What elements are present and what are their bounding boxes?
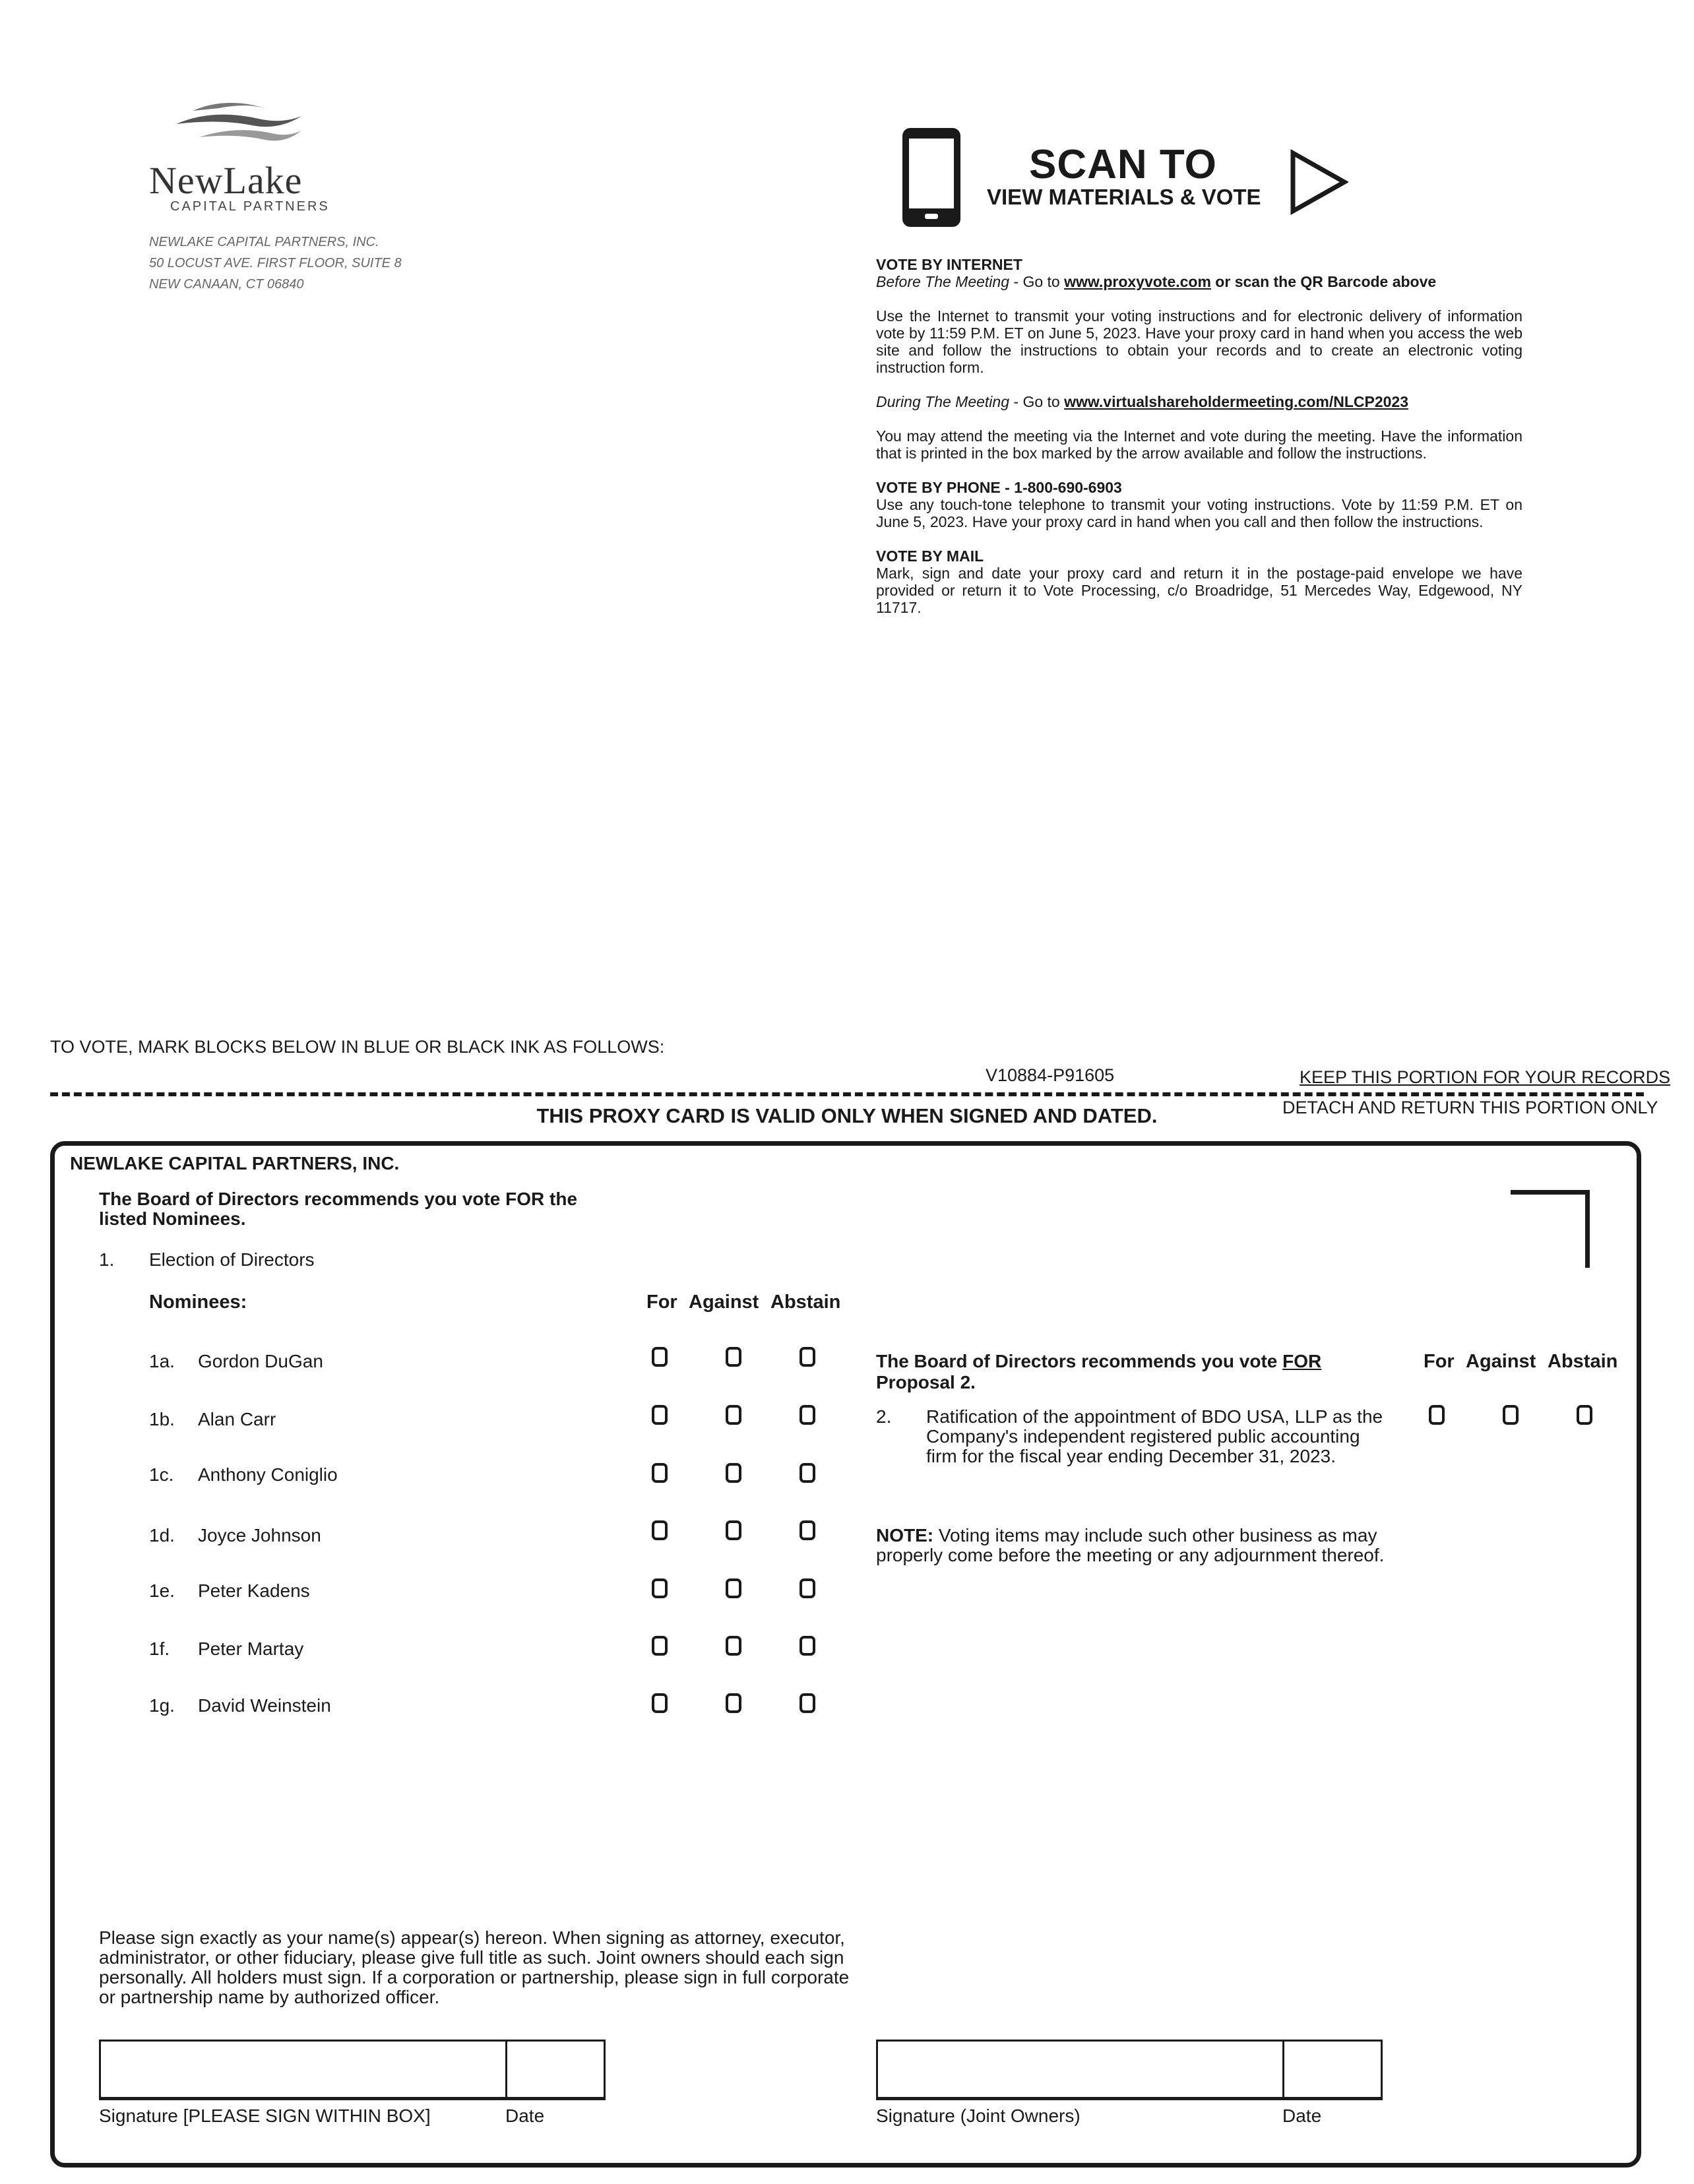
nominee-1c-against-checkbox[interactable] xyxy=(726,1463,741,1483)
nominee-1a-abstain-checkbox[interactable] xyxy=(800,1347,815,1367)
nominee-1e-num: 1e. xyxy=(149,1580,175,1601)
p2-col-for: For xyxy=(1424,1351,1455,1372)
sign-instructions-2: administrator, or other fiduciary, please give full title as such. Joint owners should each sign xyxy=(99,1947,844,1968)
nominee-1d-against-checkbox[interactable] xyxy=(726,1520,741,1540)
detach-line xyxy=(50,1092,1644,1096)
before-label: Before The Meeting xyxy=(876,273,1010,290)
nominee-1c-abstain-checkbox[interactable] xyxy=(800,1463,815,1483)
p2-col-against: Against xyxy=(1466,1351,1536,1372)
board-rec-1-line-1: The Board of Directors recommends you vote FOR the xyxy=(99,1189,578,1209)
nominee-1f-for-checkbox[interactable] xyxy=(652,1636,668,1656)
internet-para-2: You may attend the meeting via the Internet and vote during the meeting. Have the information that is printed in the box marked by the arrow available and follow the instructions. xyxy=(876,427,1522,462)
internet-heading: VOTE BY INTERNET xyxy=(876,256,1022,273)
address-line-3: NEW CANAAN, CT 06840 xyxy=(149,277,304,292)
note-label: NOTE: xyxy=(876,1525,934,1545)
joint-signature-date-divider xyxy=(1282,2040,1284,2098)
nominee-1g-abstain-checkbox[interactable] xyxy=(800,1693,815,1713)
item2-abstain-checkbox[interactable] xyxy=(1577,1405,1592,1425)
nominee-1a-for-checkbox[interactable] xyxy=(652,1347,668,1367)
nominee-1e-against-checkbox[interactable] xyxy=(726,1578,741,1598)
nominees-label: Nominees: xyxy=(149,1292,247,1313)
signature-date-divider xyxy=(505,2040,507,2098)
keep-portion-label: KEEP THIS PORTION FOR YOUR RECORDS xyxy=(1300,1067,1671,1087)
nominee-1a-against-checkbox[interactable] xyxy=(726,1347,741,1367)
phone-text: Use any touch-tone telephone to transmit your voting instructions. Vote by 11:59 P.M. ET on June 5, 2023. Have your proxy card in hand when you call and then follow the instructions. xyxy=(876,496,1522,530)
item2-line-2: Company's independent registered public accounting xyxy=(926,1426,1360,1447)
col-abstain: Abstain xyxy=(770,1292,841,1313)
company-name: NEWLAKE CAPITAL PARTNERS, INC. xyxy=(70,1153,400,1173)
during-text: - Go to xyxy=(1009,393,1065,410)
item2-line-3: firm for the fiscal year ending December 31, 2023. xyxy=(926,1446,1336,1466)
nominee-1e-name: Peter Kadens xyxy=(198,1580,310,1601)
nominee-1a-name: Gordon DuGan xyxy=(198,1351,323,1371)
joint-signature-box[interactable] xyxy=(876,2040,1383,2100)
sign-instructions-3: personally. All holders must sign. If a corporation or partnership, please sign in full corporate xyxy=(99,1967,850,1987)
nominee-1g-name: David Weinstein xyxy=(198,1695,331,1716)
nominee-1b-num: 1b. xyxy=(149,1409,175,1429)
nominee-1a-num: 1a. xyxy=(149,1351,175,1371)
play-arrow-icon xyxy=(1289,149,1348,215)
nominee-1c-name: Anthony Coniglio xyxy=(198,1464,338,1485)
phone-heading: VOTE BY PHONE - 1-800-690-6903 xyxy=(876,479,1122,496)
note-text: Voting items may include such other business as may xyxy=(933,1525,1377,1545)
corner-mark xyxy=(1511,1190,1590,1268)
smartphone-icon xyxy=(900,125,963,230)
before-text: - Go to xyxy=(1009,273,1065,290)
item2-for-checkbox[interactable] xyxy=(1429,1405,1445,1425)
internet-during-line xyxy=(876,393,1522,410)
board-rec-2-line-1 xyxy=(876,1351,1321,1372)
virtual-meeting-link[interactable]: www.virtualshareholdermeeting.com/NLCP2023 xyxy=(1064,393,1409,410)
nominee-1b-name: Alan Carr xyxy=(198,1409,276,1429)
mail-heading: VOTE BY MAIL xyxy=(876,547,984,565)
internet-para-1: Use the Internet to transmit your voting instructions and for electronic delivery of information vote by 11:59 P.M. ET on June 5, 2023. Have your proxy card in hand when you access the web site and follow the instructions to obtain your records and to create an electronic voting instruction form. xyxy=(876,307,1522,376)
valid-notice: THIS PROXY CARD IS VALID ONLY WHEN SIGNED AND DATED. xyxy=(536,1104,1158,1127)
sign-instructions-4: or partnership name by authorized officer. xyxy=(99,1987,440,2007)
scan-title: SCAN TO xyxy=(1029,142,1217,187)
nominee-1b-abstain-checkbox[interactable] xyxy=(800,1405,815,1425)
before-tail: or scan the QR Barcode above xyxy=(1210,273,1437,290)
mark-instructions: TO VOTE, MARK BLOCKS BELOW IN BLUE OR BLACK INK AS FOLLOWS: xyxy=(50,1037,665,1057)
board-rec-2-line-2: Proposal 2. xyxy=(876,1372,976,1392)
nominee-1e-abstain-checkbox[interactable] xyxy=(800,1578,815,1598)
item2-line-1: Ratification of the appointment of BDO USA, LLP as the xyxy=(926,1406,1383,1427)
mail-text: Mark, sign and date your proxy card and return it in the postage-paid envelope we have provided or return it to Vote Processing, c/o Broadridge, 51 Mercedes Way, Edgewood, NY 11717. xyxy=(876,565,1522,616)
joint-date-label: Date xyxy=(1282,2106,1322,2126)
board-rec-2-for: FOR xyxy=(1282,1351,1322,1371)
date-label: Date xyxy=(505,2106,545,2126)
signature-label: Signature [PLEASE SIGN WITHIN BOX] xyxy=(99,2106,431,2126)
note-line-2: properly come before the meeting or any adjournment thereof. xyxy=(876,1545,1385,1565)
joint-signature-label: Signature (Joint Owners) xyxy=(876,2106,1081,2126)
item2-number: 2. xyxy=(876,1406,892,1427)
nominee-1f-num: 1f. xyxy=(149,1638,170,1659)
item1-label: Election of Directors xyxy=(149,1249,315,1270)
nominee-1d-name: Joyce Johnson xyxy=(198,1525,321,1545)
nominee-1g-num: 1g. xyxy=(149,1695,175,1716)
scan-subtitle: VIEW MATERIALS & VOTE xyxy=(987,185,1261,209)
logo-name: NewLake xyxy=(149,159,303,202)
board-rec-2-text: The Board of Directors recommends you vote xyxy=(876,1351,1283,1371)
nominee-1g-against-checkbox[interactable] xyxy=(726,1693,741,1713)
nominee-1b-against-checkbox[interactable] xyxy=(726,1405,741,1425)
nominee-1e-for-checkbox[interactable] xyxy=(652,1578,668,1598)
logo-subtitle: CAPITAL PARTNERS xyxy=(170,199,330,214)
address-line-2: 50 LOCUST AVE. FIRST FLOOR, SUITE 8 xyxy=(149,256,402,270)
nominee-1f-abstain-checkbox[interactable] xyxy=(800,1636,815,1656)
detach-label: DETACH AND RETURN THIS PORTION ONLY xyxy=(1282,1098,1658,1117)
nominee-1c-num: 1c. xyxy=(149,1464,174,1485)
during-label: During The Meeting xyxy=(876,393,1009,410)
nominee-1d-for-checkbox[interactable] xyxy=(652,1520,668,1540)
internet-before-line xyxy=(876,273,1522,290)
col-for: For xyxy=(646,1292,677,1313)
address-line-1: NEWLAKE CAPITAL PARTNERS, INC. xyxy=(149,235,379,249)
nominee-1g-for-checkbox[interactable] xyxy=(652,1693,668,1713)
proxyvote-link[interactable]: www.proxyvote.com xyxy=(1064,273,1211,290)
control-number: V10884-P91605 xyxy=(986,1065,1115,1085)
signature-box[interactable] xyxy=(99,2040,606,2100)
sign-instructions-1: Please sign exactly as your name(s) appear(s) hereon. When signing as attorney, executor, xyxy=(99,1927,845,1948)
nominee-1d-num: 1d. xyxy=(149,1525,175,1545)
nominee-1f-name: Peter Martay xyxy=(198,1638,304,1659)
nominee-1d-abstain-checkbox[interactable] xyxy=(800,1520,815,1540)
item1-number: 1. xyxy=(99,1249,115,1270)
nominee-1b-for-checkbox[interactable] xyxy=(652,1405,668,1425)
nominee-1c-for-checkbox[interactable] xyxy=(652,1463,668,1483)
col-against: Against xyxy=(689,1292,759,1313)
note-line-1 xyxy=(876,1525,1377,1546)
p2-col-abstain: Abstain xyxy=(1548,1351,1618,1372)
internet-section xyxy=(876,256,1522,616)
board-rec-1-line-2: listed Nominees. xyxy=(99,1208,246,1229)
nominee-1f-against-checkbox[interactable] xyxy=(726,1636,741,1656)
newlake-logo-icon xyxy=(173,99,305,145)
item2-against-checkbox[interactable] xyxy=(1503,1405,1519,1425)
